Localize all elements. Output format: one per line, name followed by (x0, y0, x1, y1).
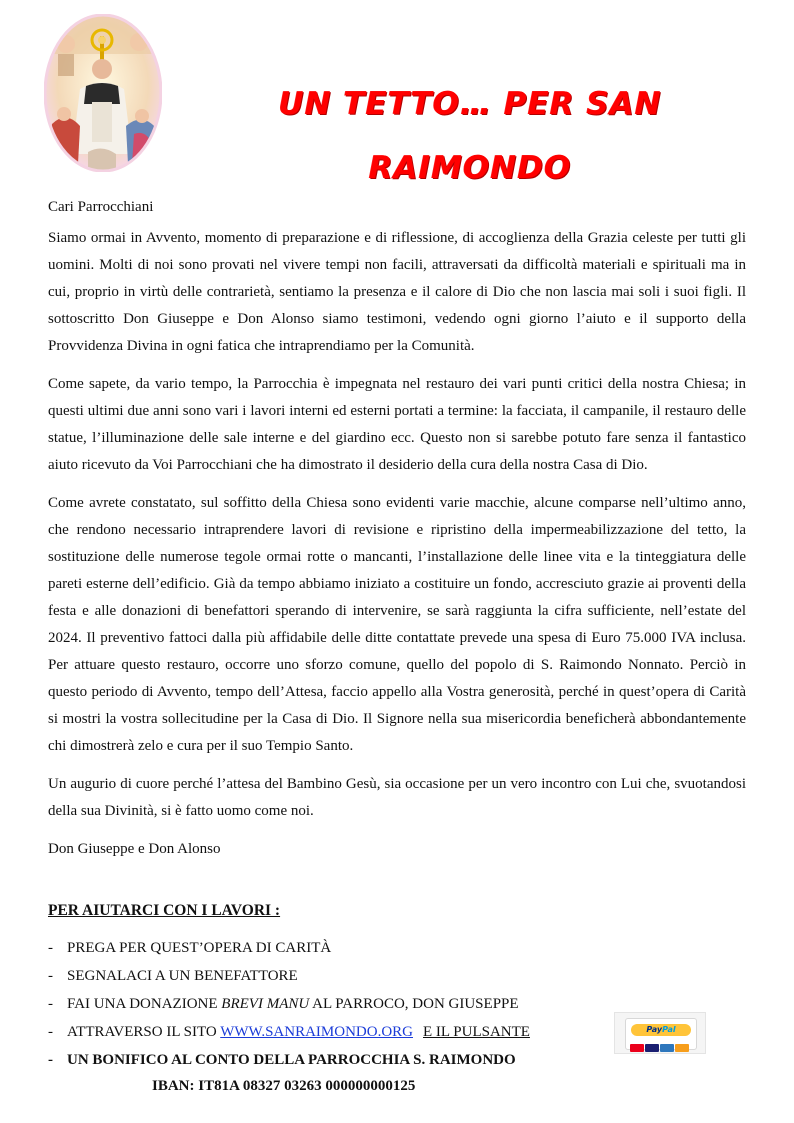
card-icon (645, 1044, 659, 1052)
help-item-donate-hand (48, 990, 608, 1018)
paragraph-1: Siamo ormai in Avvento, momento di preparazione e di riflessione, di accoglienza della Grazia celeste per tutti gli uomini. Molti di noi sono provati nel vivere tempi non facili, attraversati da difficoltà materiali e spirituali ma in cui, proprio in virtù delle contrarietà, sentiamo la presenza e il calore di Dio che non lascia mai soli i suoi figli. Il sottoscritto Don Giuseppe e Don Alonso siamo testimoni, vedendo ogni giorno l’aiuto e il supporto della Provvidenza Divina in ogni fatica che intraprendiamo per la Comunità. (48, 230, 746, 354)
list-dash: - (48, 996, 53, 1012)
title-line-1: UN TETTO… PER SAN (278, 86, 662, 122)
help-item-refer (48, 962, 608, 990)
help-item-bank-transfer (48, 1046, 608, 1074)
salutation: Cari Parrocchiani (48, 199, 154, 215)
paypal-pill (631, 1024, 691, 1036)
help-item-text: AL PARROCO, DON GIUSEPPE (309, 996, 519, 1012)
help-item-text: UN BONIFICO AL CONTO DELLA PARROCCHIA S. RAIMONDO (67, 1052, 516, 1068)
letter-body (48, 194, 746, 874)
list-dash: - (48, 968, 53, 984)
paragraph-4: Un augurio di cuore perché l’attesa del Bambino Gesù, sia occasione per un vero incontro con Lui che, svuotandosi della sua Divinità, si è fatto uomo come noi. (48, 776, 746, 819)
paypal-donate-button[interactable] (614, 1012, 706, 1054)
help-section-title: PER AIUTARCI CON I LAVORI : (48, 902, 281, 919)
help-item-text: ATTRAVERSO IL SITO (67, 1024, 221, 1040)
list-dash: - (48, 1052, 53, 1068)
paypal-logo-icon: PayPal (646, 1025, 676, 1034)
help-item-text: PREGA PER QUEST’OPERA DI CARITÀ (67, 940, 332, 956)
help-item-text: FAI UNA DONAZIONE (67, 996, 222, 1012)
paragraph-2: Come sapete, da vario tempo, la Parrocchia è impegnata nel restauro dei vari punti critici della nostra Chiesa; in questi ultimi due anni sono vari i lavori interni ed esterni portati a termine: la facciata, il campanile, il restauro delle statue, l’illuminazione delle sale interne e del giardino ecc. Questo non si sarebbe potuto fare senza il fantastico aiuto ricevuto da Voi Parrocchiani che ha dimostrato il desiderio della cura della nostra Casa di Dio. (48, 376, 746, 473)
help-item-text: E IL PULSANTE (423, 1024, 530, 1040)
help-item-website (48, 1018, 608, 1046)
help-item-pray (48, 934, 608, 962)
page-title (200, 72, 740, 200)
signature: Don Giuseppe e Don Alonso (48, 841, 221, 857)
title-line-2: RAIMONDO (368, 150, 572, 186)
payment-cards-icon (630, 1039, 690, 1057)
help-list (48, 934, 608, 1074)
list-dash: - (48, 1024, 53, 1040)
paypal-badge (625, 1018, 697, 1050)
list-dash: - (48, 940, 53, 956)
card-icon (630, 1044, 644, 1052)
help-item-text: SEGNALACI A UN BENEFATTORE (67, 968, 298, 984)
saint-raimondo-image (44, 14, 162, 172)
card-icon (675, 1044, 689, 1052)
help-item-italic: BREVI MANU (221, 996, 310, 1012)
paragraph-3: Come avrete constatato, sul soffitto della Chiesa sono evidenti varie macchie, alcune comparse nell’ultimo anno, che rendono necessario intraprendere lavori di revisione e ripristino della impermeabilizzazione del tetto, la sostituzione delle numerose tegole ormai rotte o mancanti, l’installazione delle linee vita e la tinteggiatura delle pareti esterne dell’edificio. Già da tempo abbiamo iniziato a costituire un fondo, accresciuto grazie ai proventi della festa e alle donazioni di benefattori sperando di intervenire, se sarà raggiunta la cifra sufficiente, nell’estate del 2024. Il preventivo fattoci dalla più affidabile delle ditte contattate prevede una spesa di Euro 75.000 IVA inclusa. Per attuare questo restauro, occorre uno sforzo comune, quello del popolo di S. Raimondo Nonnato. Perciò in questo periodo di Avvento, tempo dell’Attesa, faccio appello alla Vostra generosità, perché in quest’opera di Carità si mostri la vostra sollecitudine per la Casa di Dio. Il Signore nella sua misericordia beneficherà abbondantemente chi dimostrerà zelo e cura per il suo Tempio Santo. (48, 495, 746, 754)
iban: IBAN: IT81A 08327 03263 000000000125 (152, 1078, 416, 1094)
website-link[interactable]: WWW.SANRAIMONDO.ORG (220, 1024, 413, 1040)
card-icon (660, 1044, 674, 1052)
